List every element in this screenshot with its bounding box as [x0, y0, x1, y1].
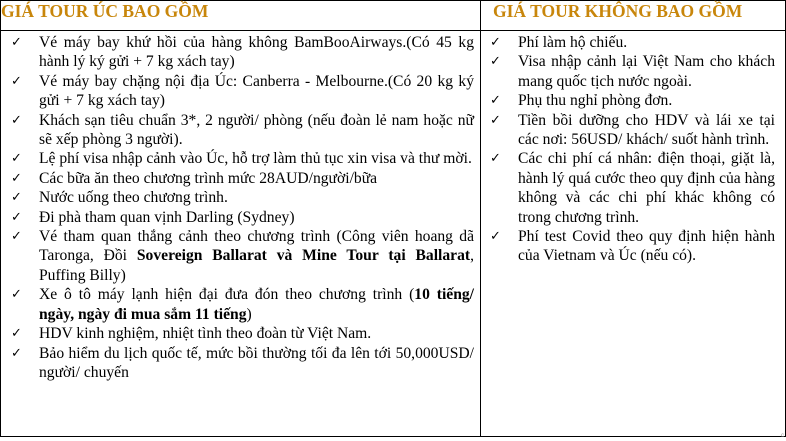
item-text: Xe ô tô máy lạnh hiện đại đưa đón theo chương trình ( [39, 286, 415, 304]
list-item [11, 227, 474, 285]
check-icon: ✓ [11, 112, 22, 128]
check-icon: ✓ [490, 151, 501, 167]
check-icon: ✓ [490, 112, 501, 128]
item-text: Các chi phí cá nhân: điện thoại, giặt là, hành lý quá cước theo quy định của hàng không và các chi phí khác không có trong chương trình. [518, 150, 775, 226]
list-item [11, 285, 474, 324]
list-item [490, 111, 775, 150]
check-icon: ✓ [11, 190, 22, 206]
item-text: Các bữa ăn theo chương trình mức 28AUD/người/bữa [39, 169, 378, 187]
check-icon: ✓ [490, 93, 501, 109]
check-icon: ✓ [11, 209, 22, 225]
item-text-bold: Sovereign Ballarat và Mine Tour tại Ballarat [136, 247, 471, 265]
check-icon: ✓ [11, 151, 22, 167]
list-item [490, 149, 775, 227]
check-icon: ✓ [11, 287, 22, 303]
item-text: Đi phà tham quan vịnh Darling (Sydney) [39, 208, 295, 226]
check-icon: ✓ [11, 170, 22, 186]
item-text: Vé máy bay chặng nội địa Úc: Canberra - Melbourne.(Có 20 kg ký gửi + 7 kg xách tay) [39, 72, 474, 110]
header-row [1, 1, 786, 31]
list-item [11, 344, 474, 383]
item-text: Tiền bồi dưỡng cho HDV và lái xe tại các nơi: 56USD/ khách/ suốt hành trình. [518, 111, 775, 149]
list-item [11, 324, 474, 343]
list-item [11, 111, 474, 150]
check-icon: ✓ [11, 73, 22, 89]
check-icon: ✓ [11, 345, 22, 361]
item-text: ) [246, 305, 252, 323]
list-item [11, 169, 474, 188]
list-item [490, 52, 775, 91]
included-header: GIÁ TOUR ÚC BAO GỒM [1, 1, 481, 31]
excluded-header: GIÁ TOUR KHÔNG BAO GỒM [481, 1, 786, 31]
item-text: Nước uống theo chương trình. [39, 189, 228, 207]
check-icon: ✓ [490, 35, 501, 50]
included-cell [1, 31, 481, 437]
list-item [11, 72, 474, 111]
item-text: Bảo hiểm du lịch quốc tế, mức bồi thường tối đa lên tới 50,000USD/ người/ chuyến [39, 344, 474, 381]
item-text: HDV kinh nghiệm, nhiệt tình theo đoàn từ Việt Nam. [39, 325, 372, 343]
list-item [11, 188, 474, 207]
item-text: , Puffing Billy) [39, 247, 474, 284]
item-text-bold: 10 tiếng/ ngày, ngày đi mua sắm 11 tiếng [39, 286, 474, 323]
body-row [1, 31, 786, 437]
excluded-list [481, 31, 785, 266]
corner-mark: c [781, 433, 784, 439]
list-item [490, 91, 775, 110]
list-item [490, 33, 775, 52]
item-text: Phí làm hộ chiếu. [518, 34, 628, 51]
item-text: Vé máy bay khứ hồi của hàng không BamBooAirways.(Có 45 kg hành lý ký gửi + 7 kg xách tay) [39, 34, 474, 71]
item-text: Phí test Covid theo quy định hiện hành của Vietnam và Úc (nếu có). [518, 228, 775, 265]
item-text: Khách sạn tiêu chuẩn 3*, 2 người/ phòng (nếu đoàn lẻ nam hoặc nữ sẽ xếp phòng 3 người). [39, 111, 474, 149]
list-item [11, 33, 474, 72]
list-item [11, 149, 474, 168]
check-icon: ✓ [11, 326, 22, 342]
item-text: Visa nhập cảnh lại Việt Nam cho khách mang quốc tịch nước ngoài. [518, 53, 775, 90]
check-icon: ✓ [11, 35, 22, 50]
included-list [1, 31, 480, 382]
excluded-cell [481, 31, 786, 437]
list-item [11, 208, 474, 227]
item-text: Lệ phí visa nhập cảnh vào Úc, hỗ trợ làm thủ tục xin visa và thư mời. [39, 150, 472, 168]
item-text: Phụ thu nghỉ phòng đơn. [518, 92, 673, 110]
list-item [490, 227, 775, 266]
item-text: Vé tham quan thắng cảnh theo chương trình (Công viên hoang dã Taronga, Đồi [39, 228, 474, 265]
check-icon: ✓ [11, 229, 22, 245]
check-icon: ✓ [490, 54, 501, 70]
check-icon: ✓ [490, 229, 501, 245]
